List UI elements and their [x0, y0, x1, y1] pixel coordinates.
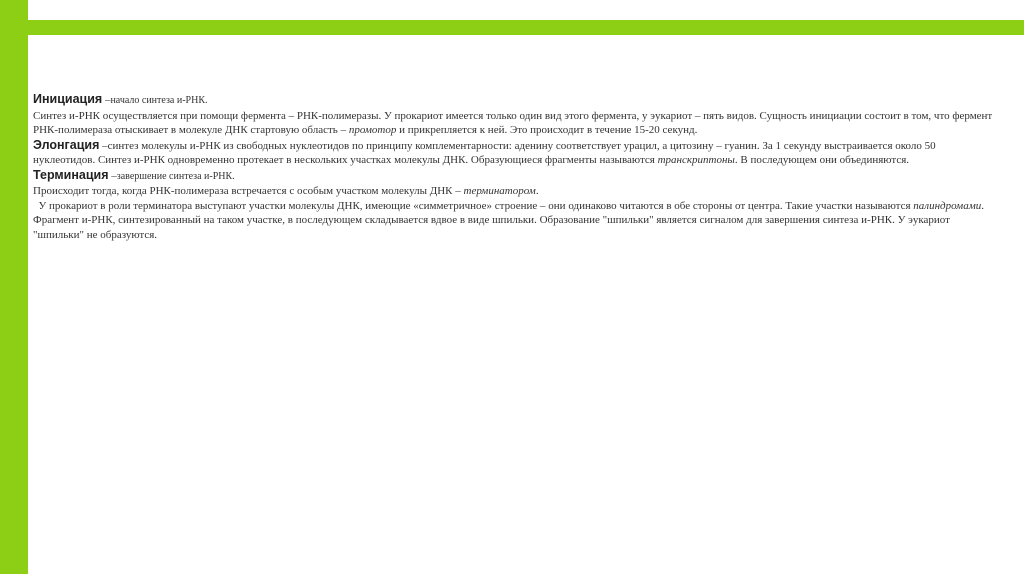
termination-paragraph-1 — [33, 184, 993, 199]
termination-text-a: Происходит тогда, когда РНК-полимераза встречается с особым участком молекулы ДНК – — [33, 185, 464, 197]
initiation-dash: – — [102, 94, 111, 106]
elongation-paragraph — [33, 138, 993, 168]
palindrome-term: палиндромами — [913, 199, 982, 212]
initiation-title-line — [33, 92, 993, 109]
slide-content — [33, 92, 993, 242]
top-accent-bar — [28, 20, 1024, 35]
initiation-heading: Инициация — [33, 92, 103, 106]
initiation-paragraph — [33, 109, 993, 138]
termination-subtitle: завершение синтеза и-РНК. — [116, 170, 235, 182]
termination-title-line — [33, 168, 993, 185]
initiation-subtitle: начало синтеза и-РНК. — [110, 95, 208, 106]
elongation-text-a: синтез молекулы и-РНК из свободных нуклеотидов по принципу комплементарности: аденину соответствует урацил, а цитозину – гуанин. За 1 секунду выстраивается около 50 нуклеотидов. Синтез и-РНК одновременно протекает в нескольких участках молекулы ДНК. Образующиеся фрагменты называются — [33, 139, 936, 166]
termination-text-c: У прокариот в роли терминатора выступают участки молекулы ДНК, имеющие «симметричное» строение – они одинаково читаются в обе стороны от центра. Такие участки называются — [33, 199, 914, 212]
transcripton-term: транскриптоны — [657, 154, 735, 166]
left-accent-bar — [0, 0, 28, 574]
elongation-text-b: . В последующем они объединяются. — [734, 154, 910, 166]
termination-text-b: . — [535, 185, 539, 197]
elongation-dash: – — [99, 139, 108, 152]
termination-text-d: . Фрагмент и-РНК, синтезированный на таком участке, в последующем складывается вдвое в виде шпильки. Образование "шпильки" является сигналом для завершения синтеза и-РНК. У эукариот "шпильки" не образуются. — [33, 199, 987, 241]
termination-heading: Терминация — [33, 167, 109, 182]
termination-dash: – — [108, 169, 117, 182]
initiation-text-a: Синтез и-РНК осуществляется при помощи фермента – РНК-полимеразы. У прокариот имеется только один вид этого фермента, у эукариот – пять видов. Сущность инициации состоит в том, что фермент РНК-полимераза отыскивает в молекуле ДНК стартовую область – — [33, 109, 993, 136]
initiation-text-b: и прикрепляется к ней. Это происходит в течение 15-20 секунд. — [396, 124, 698, 136]
promoter-term: промотор — [348, 124, 397, 136]
termination-paragraph-2 — [33, 199, 993, 243]
terminator-term: терминатором — [463, 185, 536, 197]
elongation-heading: Элонгация — [33, 137, 100, 152]
